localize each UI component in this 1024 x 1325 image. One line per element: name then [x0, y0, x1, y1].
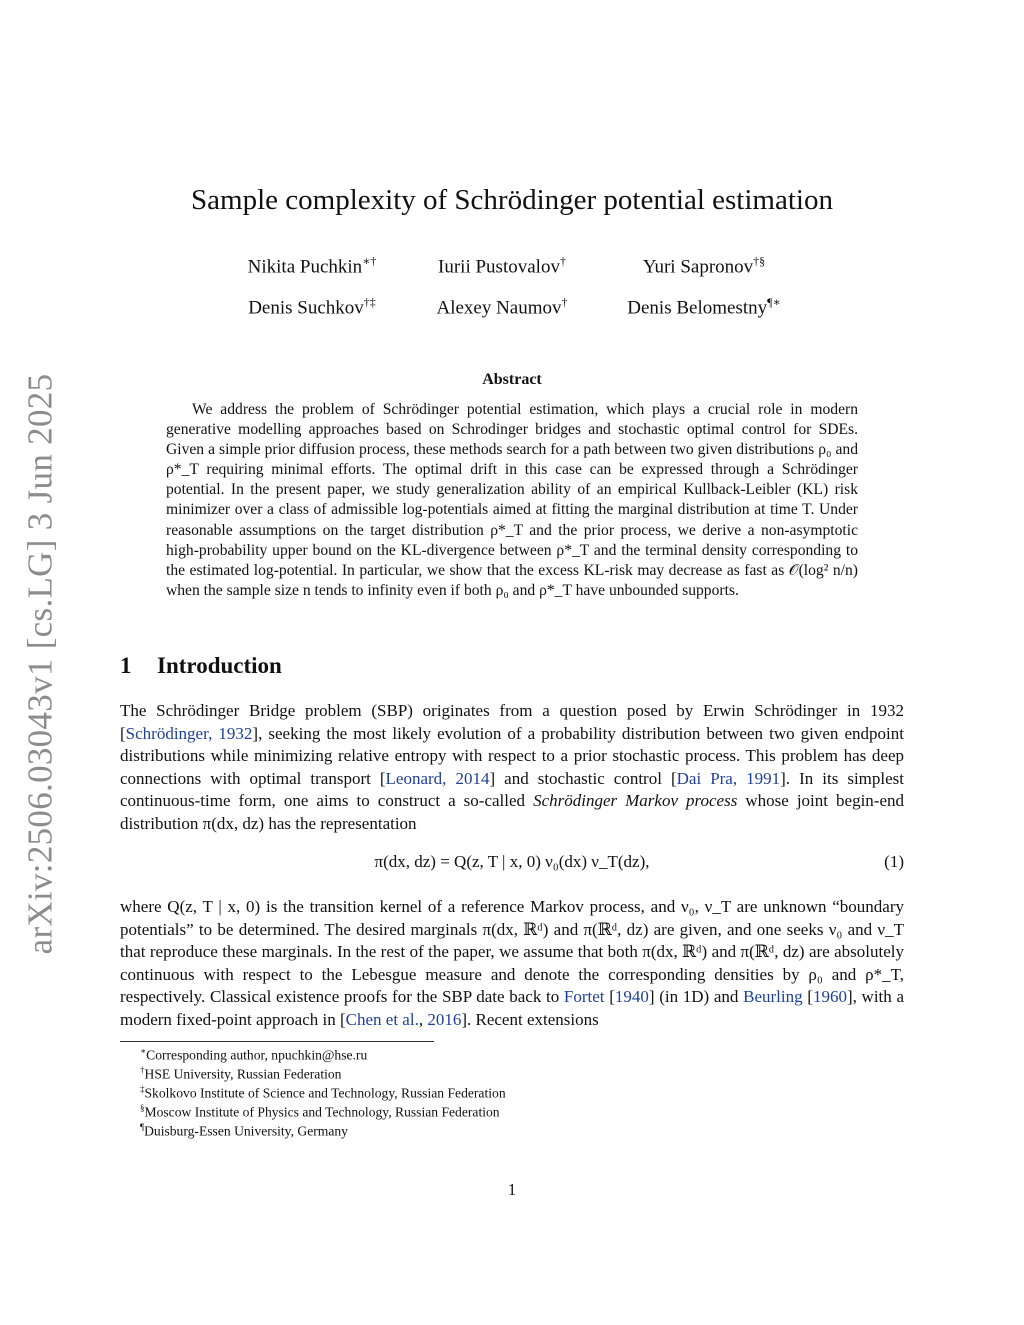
- intro-paragraph-1: [120, 700, 904, 836]
- author-name: Denis Suchkov: [248, 297, 364, 319]
- text-run: ] and stochastic control [: [489, 768, 677, 788]
- arxiv-stamp-text: arXiv:2506.03043v1 [cs.LG] 3 Jun 2025: [20, 373, 60, 955]
- author-2: [392, 254, 612, 278]
- footnote-divider: [120, 1041, 434, 1042]
- text-run: ], seeking the most likely evolution of a probability distribution between two given endpoint distributions while minimizing relative entropy with respect to a prior stochastic process. This problem has deep connections with optimal transport [: [120, 723, 904, 788]
- text-run: ], with a modern fixed-point approach in [: [120, 987, 904, 1029]
- author-4: [202, 295, 422, 319]
- author-marks: †: [561, 295, 568, 309]
- author-5: [392, 295, 612, 319]
- abstract-text: We address the problem of Schrödinger potential estimation, which plays a crucial role in modern generative modelling approaches based on Schrodinger bridges and stochastic optimal control for SDEs. Given a simple prior diffusion process, these methods search for a path between two given distributions ρ₀ and ρ*_T requiring minimal efforts. The optimal drift in this case can be expressed through a Schrödinger potential. In the present paper, we study generalization ability of an empirical Kullback-Leibler (KL) risk minimizer over a class of admissible log-potentials aimed at fitting the marginal distribution at time T. Under reasonable assumptions on the target distribution ρ*_T and the prior process, we derive a non-asymptotic high-probability upper bound on the KL-divergence between ρ*_T and the terminal density corresponding to the estimated log-potential. In particular, we show that the excess KL-risk may decrease as fast as 𝒪(log² n/n) when the sample size n tends to infinity even if both ρ₀ and ρ*_T have unbounded supports.: [166, 401, 858, 599]
- citation-link[interactable]: Beurling: [743, 987, 803, 1007]
- author-1: [202, 254, 422, 278]
- arxiv-stamp: [12, 373, 68, 955]
- footnote-text: Corresponding author, npuchkin@hse.ru: [146, 1047, 368, 1063]
- text-run: ,: [418, 1009, 428, 1029]
- footnote-text: HSE University, Russian Federation: [144, 1066, 342, 1082]
- author-marks: ¶∗: [767, 295, 781, 309]
- author-name: Nikita Puchkin: [247, 256, 363, 278]
- footnote-text: Moscow Institute of Physics and Technology, Russian Federation: [144, 1104, 500, 1120]
- intro-paragraph-2: [120, 896, 904, 1032]
- section-heading: [120, 653, 282, 679]
- footnote-mark: ¶: [140, 1122, 145, 1132]
- footnote-5: [140, 1122, 348, 1140]
- citation-link[interactable]: Leonard, 2014: [385, 768, 490, 788]
- footnote-text: Duisburg-Essen University, Germany: [144, 1123, 348, 1139]
- footnote-mark: ‡: [140, 1084, 145, 1094]
- footnote-mark: †: [140, 1065, 145, 1075]
- text-run: ]. Recent extensions: [461, 1009, 599, 1029]
- author-name: Yuri Sapronov: [642, 256, 754, 278]
- section-title: Introduction: [157, 653, 282, 678]
- equation-body: π(dx, dz) = Q(z, T | x, 0) ν₀(dx) ν_T(dz),: [374, 852, 650, 871]
- text-run: [: [604, 987, 615, 1007]
- emphasis-term: Schrödinger Markov process: [533, 791, 738, 811]
- text-run: ] (in 1D) and: [648, 987, 744, 1007]
- citation-link[interactable]: 2016: [427, 1009, 462, 1029]
- footnote-1: [140, 1046, 367, 1064]
- text-run: whose joint begin-end distribution π(dx, dz) has the representation: [120, 791, 904, 833]
- citation-link[interactable]: Fortet: [563, 987, 605, 1007]
- section-number: 1: [120, 653, 132, 678]
- text-run: ]. In its simplest continuous-time form, one aims to construct a so-called: [120, 768, 905, 811]
- citation-link[interactable]: Chen et al.: [345, 1009, 419, 1029]
- paper-title: Sample complexity of Schrödinger potential estimation: [191, 184, 833, 216]
- citation-link[interactable]: 1960: [812, 987, 847, 1007]
- citation-link[interactable]: Dai Pra, 1991: [676, 768, 781, 788]
- footnote-3: [140, 1084, 506, 1102]
- citation-link[interactable]: 1940: [614, 987, 649, 1007]
- author-3: [594, 254, 814, 278]
- author-name: Denis Belomestny: [627, 297, 768, 319]
- footnote-4: [140, 1103, 500, 1121]
- author-marks: ∗†: [362, 254, 377, 268]
- footnote-mark: §: [140, 1103, 145, 1113]
- citation-link[interactable]: Schrödinger, 1932: [125, 723, 253, 743]
- text-run: [: [802, 987, 813, 1007]
- author-marks: †§: [753, 254, 766, 268]
- text-run: The Schrödinger Bridge problem (SBP) originates from a question posed by Erwin Schrödinger in 1932 [: [120, 701, 904, 743]
- author-name: Alexey Naumov: [436, 297, 562, 319]
- author-marks: †‡: [363, 295, 376, 309]
- abstract-heading: Abstract: [482, 371, 542, 388]
- text-run: where Q(z, T | x, 0) is the transition kernel of a reference Markov process, and ν₀, ν_T are unknown “boundary potentials” to be determined. The desired marginals π(dx, ℝᵈ) and π(ℝᵈ, dz) are given, and one seeks ν₀ and ν_T that reproduce these marginals. In the rest of the paper, we assume that both π(dx, ℝᵈ) and π(ℝᵈ, dz) are absolutely continuous with respect to the Lebesgue measure and denote the corresponding densities by ρ₀ and ρ*_T, respectively. Classical existence proofs for the SBP date back to: [120, 897, 904, 1007]
- equation-number: (1): [884, 852, 904, 871]
- footnote-2: [140, 1065, 341, 1083]
- footnote-text: Skolkovo Institute of Science and Technology, Russian Federation: [144, 1085, 506, 1101]
- author-marks: †: [559, 254, 566, 268]
- author-6: [594, 295, 814, 319]
- footnote-mark: ∗: [140, 1046, 147, 1056]
- page-number: 1: [507, 1180, 517, 1199]
- equation-1: [120, 852, 904, 878]
- author-name: Iurii Pustovalov: [438, 256, 560, 278]
